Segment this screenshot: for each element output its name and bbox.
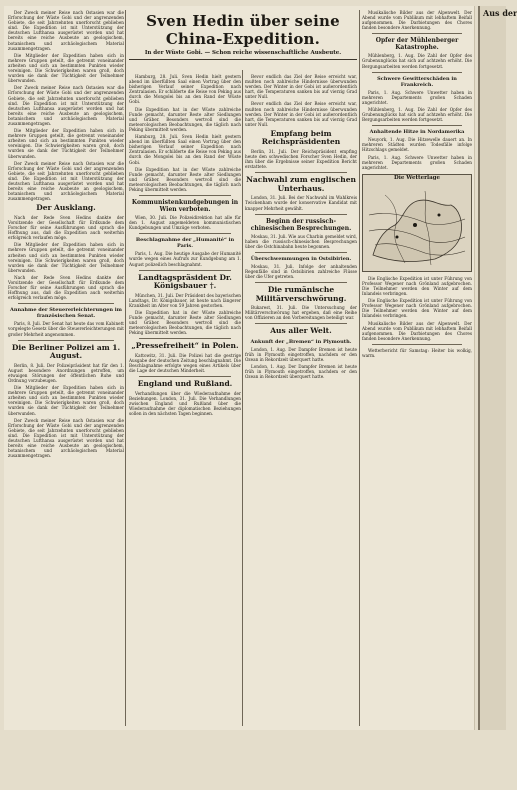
article-text: Mühlenberg, 1. Aug. Die Zahl der Opfer des Grubenunglücks hat sich auf achtzehn erhöht. Die Bergungsarbeiten werden fortgesetzt. bbox=[362, 53, 472, 69]
article-heading: Die Berliner Polizei am 1. August. bbox=[11, 342, 121, 361]
divider bbox=[139, 195, 231, 196]
article-text: Bevor endlich das Ziel der Reise erreicht war, mußten noch zahlreiche Hindernisse überwunden werden. Der Winter in der Gobi ist außerordentlich hart, die Temperaturen sanken bis auf vierzig Grad unter Null. bbox=[245, 101, 357, 127]
article-text: Berlin, 31. Juli. Der Reichspräsident empfing heute den schwedischen Forscher Sven Hedin, der ihm über die Ergebnisse seiner Expedition Bericht erstattete. bbox=[245, 148, 357, 170]
column-2 bbox=[129, 74, 241, 790]
article-heading: Landtagspräsident Dr. Königsbauer †. bbox=[138, 272, 232, 291]
divider bbox=[372, 33, 462, 34]
article-text: Verhandlungen über die Wiederaufnahme der Beziehungen. London, 31. Juli. Die Verhandlungen zwischen England und Rußland über die Wiederaufnahme der diplomatischen Beziehungen sollen in den nächsten Tagen beginnen. bbox=[129, 390, 241, 417]
divider bbox=[255, 252, 347, 253]
article-heading: „Pressefreiheit“ in Polen. bbox=[131, 341, 239, 351]
article-text: Paris, 1. Aug. Die heutige Ausgabe der Humanité wurde wegen eines Aufrufs zur Kundgebung am 1. August polizeilich beschlagnahmt. bbox=[129, 251, 241, 267]
article-heading: Überschwemmungen in Ostsibirien. bbox=[250, 255, 352, 262]
divider bbox=[139, 376, 231, 377]
divider bbox=[372, 344, 462, 345]
article-text: London, 1. Aug. Der Dampfer Bremen ist heute früh in Plymouth eingetroffen, nachdem er den Ozean in Rekordzeit überquert hatte. bbox=[245, 364, 357, 380]
body-paragraph: Der Zweck meiner Reise nach Ostasien war die Erforschung der Wüste Gobi und der angrenzenden Gebiete, die seit Jahrzehnten unerforscht geblieben sind. Die Expedition ist mit Unterstützung der deutschen Lufthansa ausgerüstet worden und hat bereits eine reiche Ausbeute an geologischem, botanischem und archäologischem Material zusammengetragen. bbox=[8, 160, 124, 202]
article-text: Hamburg, 28. Juli. Sven Hedin hielt gestern abend im überfüllten Saal einen Vortrag über den bisherigen Verlauf seiner Expedition nach Zentralasien. Er schilderte die Reise von Peking aus durch die Mongolei bis an den Rand der Wüste Gobi. bbox=[129, 134, 241, 165]
article-text: Die Expedition hat in der Wüste zahlreiche Funde gemacht, darunter Reste alter Siedlungen und Gräber. Besonders wertvoll sind die meteorologischen Beobachtungen, die täglich nach Peking übermittelt werden. bbox=[129, 166, 241, 192]
article-text: Mühlenberg, 1. Aug. Die Zahl der Opfer des Grubenunglücks hat sich auf achtzehn erhöht. Die Bergungsarbeiten werden fortgesetzt. bbox=[362, 106, 472, 123]
divider bbox=[255, 323, 347, 324]
adjacent-page-edge bbox=[478, 6, 517, 730]
article-text: Musikalische Bilder aus der Alpenwelt. Der Abend wurde vom Publikum mit lebhaftem Beifall aufgenommen. Die Darbietungen des Chores fanden besondere Anerkennung. bbox=[362, 320, 472, 341]
adjacent-page-header: Aus der bbox=[483, 8, 517, 18]
column-rule bbox=[125, 10, 126, 726]
article-text: Moskau, 31. Juli. Wie aus Charbin gemeldet wird, haben die russisch-chinesischen Besprechungen über die Ostchinabahn heute begonnen. bbox=[245, 233, 357, 249]
article-text: Hamburg, 28. Juli. Sven Hedin hielt gestern abend im überfüllten Saal einen Vortrag über den bisherigen Verlauf seiner Expedition nach Zentralasien. Er schilderte die Reise von Peking aus durch die Mongolei bis an den Rand der Wüste Gobi. bbox=[129, 74, 241, 105]
body-paragraph: Die Mitglieder der Expedition haben sich in mehrere Gruppen geteilt, die getrennt voneinander arbeiten und sich an bestimmten Punkten wieder vereinigen. Die Schwierigkeiten waren groß, doch wurden sie dank der Tüchtigkeit der Teilnehmer überwunden. bbox=[8, 128, 124, 159]
article-heading: Annahme der Steuererleichterungen im französischen Senat. bbox=[10, 307, 122, 320]
article-text: Wien, 30. Juli. Die Polizeidirektion hat alle für den 1. August angemeldeten kommunistischen Kundgebungen und Umzüge verboten. bbox=[129, 215, 241, 231]
divider bbox=[139, 270, 231, 271]
body-paragraph: Der Zweck meiner Reise nach Ostasien war die Erforschung der Wüste Gobi und der angrenzenden Gebiete, die seit Jahrzehnten unerforscht geblieben sind. Die Expedition ist mit Unterstützung der deutschen Lufthansa ausgerüstet worden und hat bereits eine reiche Ausbeute an geologischem, botanischem und archäologischem Material zusammengetragen. bbox=[8, 85, 124, 126]
article-text: Bukarest, 31. Juli. Die Untersuchung der Militärverschwörung hat ergeben, daß eine Reihe von Offizieren an den Vorbereitungen beteiligt war. bbox=[245, 305, 357, 321]
divider bbox=[139, 338, 231, 339]
footer-text: Wetterbericht für Samstag: Heiter bis wolkig, warm. bbox=[362, 347, 472, 358]
article-text: Die Expedition hat in der Wüste zahlreiche Funde gemacht, darunter Reste alter Siedlungen und Gräber. Besonders wertvoll sind die meteorologischen Beobachtungen, die täglich nach Peking übermittelt werden. bbox=[129, 309, 241, 336]
body-paragraph: Die Mitglieder der Expedition haben sich in mehrere Gruppen geteilt, die getrennt voneinander arbeiten und sich an bestimmten Punkten wieder vereinigen. Die Schwierigkeiten waren groß, doch wurden sie dank der Tüchtigkeit der Teilnehmer überwunden. bbox=[8, 52, 124, 84]
newspaper-page bbox=[4, 6, 474, 730]
article-text: Paris, 1. Aug. Schwere Unwetter haben in mehreren Departements großen Schaden angerichtet. bbox=[362, 154, 472, 170]
article-text: Der Zweck meiner Reise nach Ostasien war die Erforschung der Wüste Gobi und der angrenzenden Gebiete, die seit Jahrzehnten unerforscht geblieben sind. Die Expedition ist mit Unterstützung der deutschen Lufthansa ausgerüstet worden und hat bereits eine reiche Ausbeute an geologischem, botanischem und archäologischem Material zusammengetragen. bbox=[8, 417, 124, 459]
article-text: Paris, 1. Aug. Schwere Unwetter haben in mehreren Departements großen Schaden angerichtet. bbox=[362, 89, 472, 105]
weather-map bbox=[362, 174, 472, 272]
article-text: Musikalische Bilder aus der Alpenwelt. Der Abend wurde vom Publikum mit lebhaftem Beifall aufgenommen. Die Darbietungen des Chores fanden besondere Anerkennung. bbox=[362, 10, 472, 31]
article-text: Bevor endlich das Ziel der Reise erreicht war, mußten noch zahlreiche Hindernisse überwunden werden. Der Winter in der Gobi ist außerordentlich hart, die Temperaturen sanken bis auf vierzig Grad unter Null. bbox=[245, 74, 357, 100]
lead-paragraph: Der Zweck meiner Reise nach Ostasien war die Erforschung der Wüste Gobi und der angrenzenden Gebiete, die seit Jahrzehnten unerforscht geblieben sind. Die Expedition ist mit Unterstützung der deutschen Lufthansa ausgerüstet worden und hat bereits eine reiche Ausbeute an geologischem, botanischem und archäologischem Material zusammengetragen. bbox=[8, 10, 124, 51]
article-text: Paris, 8. Juli. Der Senat hat heute das vom Kabinett vorgelegte Gesetz über die Steuererleichterungen mit großer Mehrheit angenommen. bbox=[8, 321, 124, 337]
article-heading: Empfang beim Reichspräsidenten bbox=[261, 128, 341, 147]
main-subheadline: In der Wüste Gobi. — Schon reiche wissenschaftliche Ausbeute. bbox=[144, 50, 342, 56]
divider bbox=[372, 72, 462, 73]
article-heading: Anhaltende Hitze in Nordamerika bbox=[369, 129, 465, 136]
divider bbox=[255, 172, 347, 173]
article-heading: England und Rußland. bbox=[137, 379, 233, 389]
divider bbox=[372, 125, 462, 126]
article-text: Die Englische Expedition ist unter Führung von Professor Wegener nach Grönland aufgebrochen. Die Teilnehmer werden den Winter auf dem Inlandeis verbringen. bbox=[362, 275, 472, 297]
article-text: Moskau, 31. Juli. Infolge der anhaltenden Regenfälle sind in Ostsibirien zahlreiche Flüsse über die Ufer getreten. bbox=[245, 263, 357, 280]
article-heading: Der Ausklang. bbox=[36, 203, 96, 213]
main-headline-block bbox=[129, 12, 357, 63]
column-rule bbox=[359, 10, 360, 726]
article-text: London, 1. Aug. Der Dampfer Bremen ist heute früh in Plymouth eingetroffen, nachdem er den Ozean in Rekordzeit überquert hatte. bbox=[245, 346, 357, 363]
divider bbox=[255, 282, 347, 283]
article-subheading: Ankunft der „Bremen“ in Plymouth. bbox=[250, 338, 352, 345]
article-text: Berlin, 8. Juli. Der Polizeipräsident hat für den 1. August besondere Anordnungen getroffen, um etwaigen Störungen der öffentlichen Ruhe und Ordnung vorzubeugen. bbox=[8, 362, 124, 383]
divider bbox=[18, 303, 114, 304]
article-text: Neuyork, 1. Aug. Die Hitzewelle dauert an. In mehreren Städten wurden Todesfälle infolge Hitzschlags gemeldet. bbox=[362, 137, 472, 153]
article-heading: Beschlagnahme der „Humanité“ in Paris. bbox=[135, 237, 235, 250]
article-heading: Kommunistenkundgebungen in Wien verboten. bbox=[131, 199, 239, 214]
column-4 bbox=[362, 10, 472, 726]
article-text: Die Englische Expedition ist unter Führung von Professor Wegener nach Grönland aufgebrochen. Die Teilnehmer werden den Winter auf dem Inlandeis verbringen. bbox=[362, 298, 472, 319]
column-1 bbox=[8, 10, 124, 726]
article-text: Nach der Rede Sven Hedins dankte der Vorsitzende der Gesellschaft für Erdkunde dem Forscher für seine Ausführungen und sprach die Hoffnung aus, daß die Expedition auch weiterhin erfolgreich verlaufen möge. bbox=[8, 274, 124, 301]
article-heading: Opfer der Mühlenberger Katastrophe. bbox=[375, 37, 459, 52]
article-text: Die Mitglieder der Expedition haben sich in mehrere Gruppen geteilt, die getrennt voneinander arbeiten und sich an bestimmten Punkten wieder vereinigen. Die Schwierigkeiten waren groß, doch wurden sie dank der Tüchtigkeit der Teilnehmer überwunden. bbox=[8, 385, 124, 416]
article-text: Kattowitz, 31. Juli. Die Polizei hat die gestrige Ausgabe der deutschen Zeitung beschlagnahmt. Die Beschlagnahme erfolgte wegen eines Artikels über die Lage der deutschen Minderheit. bbox=[129, 352, 241, 374]
article-heading: Beginn der russisch-chinesischen Besprechungen. bbox=[250, 217, 352, 232]
article-text: Die Expedition hat in der Wüste zahlreiche Funde gemacht, darunter Reste alter Siedlungen und Gräber. Besonders wertvoll sind die meteorologischen Beobachtungen, die täglich nach Peking übermittelt werden. bbox=[129, 106, 241, 132]
divider bbox=[129, 59, 357, 60]
article-text: Die Mitglieder der Expedition haben sich in mehrere Gruppen geteilt, die getrennt voneinander arbeiten und sich an bestimmten Punkten wieder vereinigen. Die Schwierigkeiten waren groß, doch wurden sie dank der Tüchtigkeit der Teilnehmer überwunden. bbox=[8, 242, 124, 273]
divider bbox=[18, 340, 114, 341]
main-headline: Sven Hedin über seine China-Expedition. bbox=[146, 12, 340, 48]
article-heading: Nachwahl zum englischen Unterhaus. bbox=[246, 175, 356, 193]
divider bbox=[139, 233, 231, 234]
article-heading: Schwere Gewitterschäden in Frankreich. bbox=[377, 75, 457, 88]
column-3 bbox=[245, 74, 357, 790]
weather-map-caption: Die Wetterlage bbox=[394, 174, 440, 181]
article-text: London, 31. Juli. Bei der Nachwahl im Wahlkreis Twickenham wurde der konservative Kandidat mit knapper Mehrheit gewählt. bbox=[245, 195, 357, 211]
weather-map-graphic bbox=[365, 185, 469, 267]
article-text: Nach der Rede Sven Hedins dankte der Vorsitzende der Gesellschaft für Erdkunde dem Forscher für seine Ausführungen und sprach die Hoffnung aus, daß die Expedition auch weiterhin erfolgreich verlaufen möge. bbox=[8, 214, 124, 241]
divider bbox=[255, 214, 347, 215]
article-heading: Die rumänische Militärverschwörung. bbox=[255, 285, 347, 303]
article-heading: Aus aller Welt. bbox=[270, 326, 332, 336]
column-rule bbox=[242, 70, 243, 726]
article-text: München, 31. Juli. Der Präsident des bayerischen Landtags, Dr. Königsbauer, ist heute nach längerer Krankheit im Alter von 59 Jahren gestorben. bbox=[129, 292, 241, 308]
